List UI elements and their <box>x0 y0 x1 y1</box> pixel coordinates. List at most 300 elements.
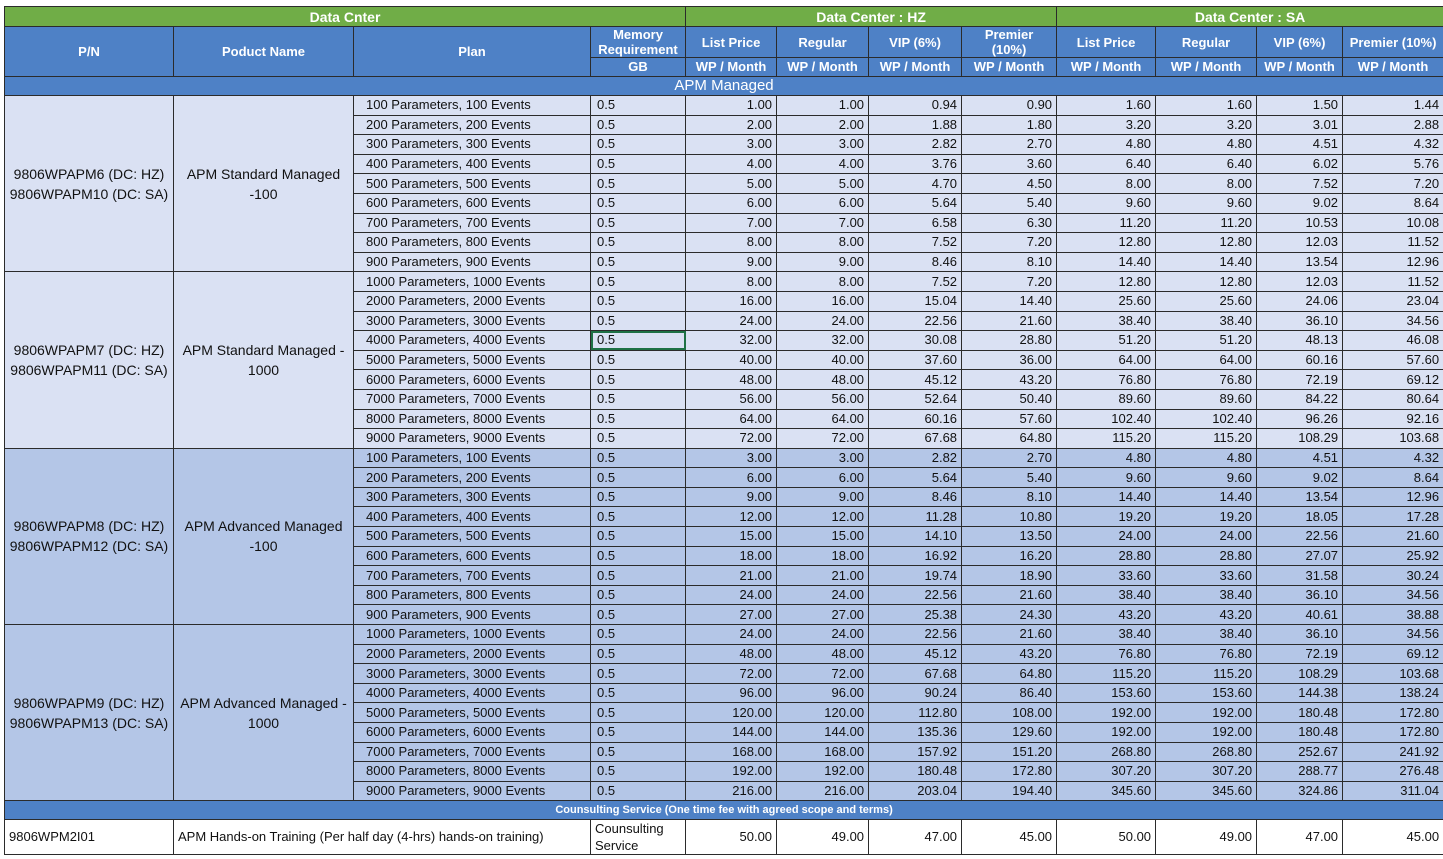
sa-price-cell[interactable]: 34.56 <box>1343 625 1443 645</box>
plan-header[interactable]: Plan <box>354 27 591 77</box>
sa-price-cell[interactable]: 12.80 <box>1057 233 1156 253</box>
memory-cell[interactable]: 0.5 <box>591 252 686 272</box>
hz-list-price-header[interactable]: List Price <box>686 27 777 58</box>
hz-price-cell[interactable]: 16.92 <box>869 546 962 566</box>
consulting-pn-cell[interactable]: 9806WPM2I01 <box>5 820 174 855</box>
sa-price-cell[interactable]: 11.52 <box>1343 233 1443 253</box>
consulting-title[interactable]: Counsulting Service (One time fee with agreed scope and terms) <box>5 801 1443 820</box>
sa-price-cell[interactable]: 12.03 <box>1257 272 1343 292</box>
sa-price-cell[interactable]: 7.52 <box>1257 174 1343 194</box>
hz-price-cell[interactable]: 18.00 <box>777 546 869 566</box>
memory-cell[interactable]: 0.5 <box>591 311 686 331</box>
sa-price-cell[interactable]: 103.68 <box>1343 429 1443 449</box>
hz-price-cell[interactable]: 9.00 <box>777 252 869 272</box>
hz-price-cell[interactable]: 96.00 <box>686 683 777 703</box>
plan-cell[interactable]: 500 Parameters, 500 Events <box>354 527 591 547</box>
hz-price-cell[interactable]: 5.00 <box>777 174 869 194</box>
hz-price-cell[interactable]: 40.00 <box>686 350 777 370</box>
memory-cell[interactable]: 0.5 <box>591 625 686 645</box>
plan-cell[interactable]: 500 Parameters, 500 Events <box>354 174 591 194</box>
plan-cell[interactable]: 4000 Parameters, 4000 Events <box>354 331 591 351</box>
sa-price-cell[interactable]: 24.00 <box>1057 527 1156 547</box>
sa-price-cell[interactable]: 8.64 <box>1343 468 1443 488</box>
hz-price-cell[interactable]: 36.00 <box>962 350 1057 370</box>
memory-cell[interactable]: 0.5 <box>591 605 686 625</box>
hz-price-cell[interactable]: 0.90 <box>962 96 1057 116</box>
hz-price-cell[interactable]: 7.20 <box>962 233 1057 253</box>
hz-price-cell[interactable]: 5.00 <box>686 174 777 194</box>
hz-price-cell[interactable]: 72.00 <box>686 664 777 684</box>
memory-cell[interactable]: 0.5 <box>591 566 686 586</box>
plan-cell[interactable]: 8000 Parameters, 8000 Events <box>354 762 591 782</box>
hz-price-cell[interactable]: 24.00 <box>777 585 869 605</box>
hz-price-cell[interactable]: 112.80 <box>869 703 962 723</box>
unit-header[interactable]: WP / Month <box>1257 58 1343 77</box>
product-name-cell[interactable]: APM Advanced Managed - 1000 <box>174 625 354 801</box>
hz-price-cell[interactable]: 6.00 <box>777 468 869 488</box>
part-number-cell[interactable]: 9806WPAPM7 (DC: HZ) 9806WPAPM11 (DC: SA) <box>5 272 174 448</box>
plan-cell[interactable]: 900 Parameters, 900 Events <box>354 252 591 272</box>
sa-price-cell[interactable]: 192.00 <box>1156 703 1257 723</box>
sa-price-cell[interactable]: 72.19 <box>1257 370 1343 390</box>
hz-price-cell[interactable]: 14.10 <box>869 527 962 547</box>
sa-price-cell[interactable]: 115.20 <box>1156 664 1257 684</box>
memory-cell[interactable]: 0.5 <box>591 742 686 762</box>
sa-price-cell[interactable]: 24.00 <box>1156 527 1257 547</box>
hz-price-cell[interactable]: 2.82 <box>869 135 962 155</box>
part-number-cell[interactable]: 9806WPAPM6 (DC: HZ) 9806WPAPM10 (DC: SA) <box>5 96 174 272</box>
memory-cell[interactable]: 0.5 <box>591 546 686 566</box>
hz-price-cell[interactable]: 32.00 <box>686 331 777 351</box>
hz-price-cell[interactable]: 216.00 <box>686 781 777 801</box>
sa-price-cell[interactable]: 14.40 <box>1057 252 1156 272</box>
sa-price-cell[interactable]: 276.48 <box>1343 762 1443 782</box>
hz-price-cell[interactable]: 8.00 <box>777 233 869 253</box>
sa-price-cell[interactable]: 1.50 <box>1257 96 1343 116</box>
hz-price-cell[interactable]: 8.00 <box>686 233 777 253</box>
hz-price-cell[interactable]: 27.00 <box>686 605 777 625</box>
sa-price-cell[interactable]: 38.40 <box>1057 585 1156 605</box>
hz-price-cell[interactable]: 6.00 <box>686 193 777 213</box>
consulting-sa-price-cell[interactable]: 49.00 <box>1156 820 1257 855</box>
sa-price-cell[interactable]: 43.20 <box>1057 605 1156 625</box>
hz-price-cell[interactable]: 24.00 <box>686 311 777 331</box>
hz-price-cell[interactable]: 16.00 <box>686 291 777 311</box>
sa-price-cell[interactable]: 28.80 <box>1057 546 1156 566</box>
sa-price-cell[interactable]: 9.02 <box>1257 193 1343 213</box>
consulting-sa-price-cell[interactable]: 47.00 <box>1257 820 1343 855</box>
sa-price-cell[interactable]: 115.20 <box>1156 429 1257 449</box>
hz-price-cell[interactable]: 32.00 <box>777 331 869 351</box>
hz-price-cell[interactable]: 64.80 <box>962 664 1057 684</box>
memory-header[interactable]: Memory Requirement <box>591 27 686 58</box>
sa-price-cell[interactable]: 76.80 <box>1156 370 1257 390</box>
plan-cell[interactable]: 4000 Parameters, 4000 Events <box>354 683 591 703</box>
sa-price-cell[interactable]: 180.48 <box>1257 703 1343 723</box>
sa-price-cell[interactable]: 6.02 <box>1257 154 1343 174</box>
hz-price-cell[interactable]: 168.00 <box>686 742 777 762</box>
plan-cell[interactable]: 100 Parameters, 100 Events <box>354 96 591 116</box>
sa-price-cell[interactable]: 46.08 <box>1343 331 1443 351</box>
hz-regular-header[interactable]: Regular <box>777 27 869 58</box>
sa-price-cell[interactable]: 19.20 <box>1156 507 1257 527</box>
sa-price-cell[interactable]: 40.61 <box>1257 605 1343 625</box>
sa-price-cell[interactable]: 268.80 <box>1156 742 1257 762</box>
hz-price-cell[interactable]: 28.80 <box>962 331 1057 351</box>
plan-cell[interactable]: 9000 Parameters, 9000 Events <box>354 781 591 801</box>
plan-cell[interactable]: 8000 Parameters, 8000 Events <box>354 409 591 429</box>
plan-cell[interactable]: 5000 Parameters, 5000 Events <box>354 703 591 723</box>
hz-price-cell[interactable]: 60.16 <box>869 409 962 429</box>
memory-cell[interactable]: 0.5 <box>591 370 686 390</box>
hz-price-cell[interactable]: 3.76 <box>869 154 962 174</box>
sa-price-cell[interactable]: 57.60 <box>1343 350 1443 370</box>
hz-price-cell[interactable]: 27.00 <box>777 605 869 625</box>
data-center-header[interactable]: Data Cnter <box>5 7 686 27</box>
plan-cell[interactable]: 5000 Parameters, 5000 Events <box>354 350 591 370</box>
sa-price-cell[interactable]: 64.00 <box>1156 350 1257 370</box>
sa-price-cell[interactable]: 48.13 <box>1257 331 1343 351</box>
sa-price-cell[interactable]: 9.02 <box>1257 468 1343 488</box>
memory-cell[interactable]: 0.5 <box>591 762 686 782</box>
sa-price-cell[interactable]: 103.68 <box>1343 664 1443 684</box>
sa-price-cell[interactable]: 3.20 <box>1057 115 1156 135</box>
plan-cell[interactable]: 300 Parameters, 300 Events <box>354 135 591 155</box>
sa-price-cell[interactable]: 192.00 <box>1057 703 1156 723</box>
sa-price-cell[interactable]: 89.60 <box>1156 389 1257 409</box>
hz-price-cell[interactable]: 9.00 <box>777 487 869 507</box>
sa-price-cell[interactable]: 10.53 <box>1257 213 1343 233</box>
sa-price-cell[interactable]: 38.40 <box>1057 625 1156 645</box>
sa-price-cell[interactable]: 96.26 <box>1257 409 1343 429</box>
hz-price-cell[interactable]: 7.00 <box>777 213 869 233</box>
hz-price-cell[interactable]: 72.00 <box>686 429 777 449</box>
memory-cell[interactable]: 0.5 <box>591 154 686 174</box>
sa-price-cell[interactable]: 5.76 <box>1343 154 1443 174</box>
sa-price-cell[interactable]: 69.12 <box>1343 644 1443 664</box>
hz-price-cell[interactable]: 168.00 <box>777 742 869 762</box>
hz-price-cell[interactable]: 22.56 <box>869 585 962 605</box>
hz-price-cell[interactable]: 57.60 <box>962 409 1057 429</box>
sa-price-cell[interactable]: 2.88 <box>1343 115 1443 135</box>
hz-price-cell[interactable]: 19.74 <box>869 566 962 586</box>
memory-cell[interactable]: 0.5 <box>591 487 686 507</box>
hz-price-cell[interactable]: 180.48 <box>869 762 962 782</box>
hz-price-cell[interactable]: 194.40 <box>962 781 1057 801</box>
sa-price-cell[interactable]: 7.20 <box>1343 174 1443 194</box>
hz-price-cell[interactable]: 22.56 <box>869 311 962 331</box>
hz-price-cell[interactable]: 24.00 <box>686 625 777 645</box>
hz-price-cell[interactable]: 8.10 <box>962 487 1057 507</box>
hz-price-cell[interactable]: 15.00 <box>777 527 869 547</box>
sa-price-cell[interactable]: 12.80 <box>1156 233 1257 253</box>
sa-price-cell[interactable]: 27.07 <box>1257 546 1343 566</box>
memory-unit-header[interactable]: GB <box>591 58 686 77</box>
plan-cell[interactable]: 200 Parameters, 200 Events <box>354 468 591 488</box>
dc-sa-header[interactable]: Data Center : SA <box>1057 7 1443 27</box>
hz-price-cell[interactable]: 6.00 <box>686 468 777 488</box>
plan-cell[interactable]: 2000 Parameters, 2000 Events <box>354 644 591 664</box>
sa-price-cell[interactable]: 1.44 <box>1343 96 1443 116</box>
sa-price-cell[interactable]: 102.40 <box>1156 409 1257 429</box>
hz-price-cell[interactable]: 144.00 <box>686 723 777 743</box>
hz-price-cell[interactable]: 50.40 <box>962 389 1057 409</box>
hz-price-cell[interactable]: 43.20 <box>962 644 1057 664</box>
memory-cell[interactable]: 0.5 <box>591 272 686 292</box>
hz-price-cell[interactable]: 45.12 <box>869 370 962 390</box>
sa-price-cell[interactable]: 36.10 <box>1257 311 1343 331</box>
hz-price-cell[interactable]: 86.40 <box>962 683 1057 703</box>
hz-price-cell[interactable]: 56.00 <box>777 389 869 409</box>
hz-price-cell[interactable]: 172.80 <box>962 762 1057 782</box>
hz-price-cell[interactable]: 40.00 <box>777 350 869 370</box>
hz-price-cell[interactable]: 67.68 <box>869 664 962 684</box>
part-number-cell[interactable]: 9806WPAPM8 (DC: HZ) 9806WPAPM12 (DC: SA) <box>5 448 174 624</box>
hz-price-cell[interactable]: 14.40 <box>962 291 1057 311</box>
sa-price-cell[interactable]: 28.80 <box>1156 546 1257 566</box>
sa-price-cell[interactable]: 4.32 <box>1343 135 1443 155</box>
sa-price-cell[interactable]: 18.05 <box>1257 507 1343 527</box>
hz-price-cell[interactable]: 8.00 <box>686 272 777 292</box>
hz-price-cell[interactable]: 45.12 <box>869 644 962 664</box>
sa-price-cell[interactable]: 6.40 <box>1057 154 1156 174</box>
plan-cell[interactable]: 800 Parameters, 800 Events <box>354 233 591 253</box>
hz-price-cell[interactable]: 15.04 <box>869 291 962 311</box>
sa-price-cell[interactable]: 9.60 <box>1156 193 1257 213</box>
hz-price-cell[interactable]: 25.38 <box>869 605 962 625</box>
sa-price-cell[interactable]: 25.60 <box>1057 291 1156 311</box>
sa-price-cell[interactable]: 153.60 <box>1156 683 1257 703</box>
plan-cell[interactable]: 700 Parameters, 700 Events <box>354 213 591 233</box>
unit-header[interactable]: WP / Month <box>1057 58 1156 77</box>
hz-price-cell[interactable]: 6.00 <box>777 193 869 213</box>
plan-cell[interactable]: 7000 Parameters, 7000 Events <box>354 389 591 409</box>
plan-cell[interactable]: 3000 Parameters, 3000 Events <box>354 664 591 684</box>
sa-price-cell[interactable]: 80.64 <box>1343 389 1443 409</box>
pn-header[interactable]: P/N <box>5 27 174 77</box>
sa-price-cell[interactable]: 76.80 <box>1057 370 1156 390</box>
memory-cell[interactable]: 0.5 <box>591 193 686 213</box>
plan-cell[interactable]: 1000 Parameters, 1000 Events <box>354 272 591 292</box>
sa-price-cell[interactable]: 8.00 <box>1156 174 1257 194</box>
memory-cell[interactable]: 0.5 <box>591 703 686 723</box>
sa-price-cell[interactable]: 9.60 <box>1156 468 1257 488</box>
sa-price-cell[interactable]: 51.20 <box>1156 331 1257 351</box>
sa-price-cell[interactable]: 10.08 <box>1343 213 1443 233</box>
memory-cell[interactable]: 0.5 <box>591 527 686 547</box>
sa-price-cell[interactable]: 11.20 <box>1057 213 1156 233</box>
hz-price-cell[interactable]: 56.00 <box>686 389 777 409</box>
hz-price-cell[interactable]: 1.88 <box>869 115 962 135</box>
hz-price-cell[interactable]: 4.00 <box>777 154 869 174</box>
plan-cell[interactable]: 1000 Parameters, 1000 Events <box>354 625 591 645</box>
sa-price-cell[interactable]: 33.60 <box>1057 566 1156 586</box>
hz-price-cell[interactable]: 21.60 <box>962 311 1057 331</box>
hz-price-cell[interactable]: 21.00 <box>777 566 869 586</box>
product-name-cell[interactable]: APM Advanced Managed -100 <box>174 448 354 624</box>
sa-price-cell[interactable]: 38.40 <box>1156 585 1257 605</box>
hz-price-cell[interactable]: 12.00 <box>686 507 777 527</box>
unit-header[interactable]: WP / Month <box>1156 58 1257 77</box>
hz-price-cell[interactable]: 203.04 <box>869 781 962 801</box>
hz-price-cell[interactable]: 5.40 <box>962 193 1057 213</box>
memory-cell[interactable]: 0.5 <box>591 507 686 527</box>
hz-price-cell[interactable]: 4.70 <box>869 174 962 194</box>
sa-price-cell[interactable]: 172.80 <box>1343 703 1443 723</box>
section-title[interactable]: APM Managed <box>5 77 1443 96</box>
sa-price-cell[interactable]: 268.80 <box>1057 742 1156 762</box>
plan-cell[interactable]: 400 Parameters, 400 Events <box>354 507 591 527</box>
sa-price-cell[interactable]: 14.40 <box>1057 487 1156 507</box>
hz-price-cell[interactable]: 64.80 <box>962 429 1057 449</box>
memory-cell[interactable]: 0.5 <box>591 781 686 801</box>
hz-vip-header[interactable]: VIP (6%) <box>869 27 962 58</box>
hz-price-cell[interactable]: 22.56 <box>869 625 962 645</box>
dc-hz-header[interactable]: Data Center : HZ <box>686 7 1057 27</box>
hz-price-cell[interactable]: 10.80 <box>962 507 1057 527</box>
hz-price-cell[interactable]: 3.60 <box>962 154 1057 174</box>
plan-cell[interactable]: 300 Parameters, 300 Events <box>354 487 591 507</box>
sa-price-cell[interactable]: 36.10 <box>1257 625 1343 645</box>
hz-price-cell[interactable]: 3.00 <box>686 135 777 155</box>
memory-cell[interactable]: 0.5 <box>591 664 686 684</box>
sa-vip-header[interactable]: VIP (6%) <box>1257 27 1343 58</box>
sa-premier-header[interactable]: Premier (10%) <box>1343 27 1443 58</box>
unit-header[interactable]: WP / Month <box>777 58 869 77</box>
sa-price-cell[interactable]: 64.00 <box>1057 350 1156 370</box>
sa-price-cell[interactable]: 115.20 <box>1057 664 1156 684</box>
sa-price-cell[interactable]: 17.28 <box>1343 507 1443 527</box>
memory-cell[interactable]: 0.5 <box>591 389 686 409</box>
plan-cell[interactable]: 100 Parameters, 100 Events <box>354 448 591 468</box>
plan-cell[interactable]: 700 Parameters, 700 Events <box>354 566 591 586</box>
sa-price-cell[interactable]: 19.20 <box>1057 507 1156 527</box>
hz-price-cell[interactable]: 192.00 <box>777 762 869 782</box>
sa-price-cell[interactable]: 1.60 <box>1156 96 1257 116</box>
hz-price-cell[interactable]: 52.64 <box>869 389 962 409</box>
hz-price-cell[interactable]: 9.00 <box>686 252 777 272</box>
sa-price-cell[interactable]: 38.88 <box>1343 605 1443 625</box>
sa-price-cell[interactable]: 144.38 <box>1257 683 1343 703</box>
sa-price-cell[interactable]: 89.60 <box>1057 389 1156 409</box>
sa-price-cell[interactable]: 172.80 <box>1343 723 1443 743</box>
consulting-sa-price-cell[interactable]: 50.00 <box>1057 820 1156 855</box>
hz-price-cell[interactable]: 21.00 <box>686 566 777 586</box>
unit-header[interactable]: WP / Month <box>962 58 1057 77</box>
product-name-cell[interactable]: APM Standard Managed - 1000 <box>174 272 354 448</box>
hz-price-cell[interactable]: 18.90 <box>962 566 1057 586</box>
hz-price-cell[interactable]: 3.00 <box>777 448 869 468</box>
sa-price-cell[interactable]: 8.00 <box>1057 174 1156 194</box>
sa-price-cell[interactable]: 11.52 <box>1343 272 1443 292</box>
sa-price-cell[interactable]: 69.12 <box>1343 370 1443 390</box>
hz-price-cell[interactable]: 1.00 <box>686 96 777 116</box>
sa-price-cell[interactable]: 25.60 <box>1156 291 1257 311</box>
hz-price-cell[interactable]: 48.00 <box>777 644 869 664</box>
hz-price-cell[interactable]: 64.00 <box>686 409 777 429</box>
hz-price-cell[interactable]: 24.30 <box>962 605 1057 625</box>
hz-price-cell[interactable]: 8.10 <box>962 252 1057 272</box>
sa-price-cell[interactable]: 13.54 <box>1257 252 1343 272</box>
product-name-cell[interactable]: APM Standard Managed -100 <box>174 96 354 272</box>
consulting-hz-price-cell[interactable]: 47.00 <box>869 820 962 855</box>
hz-price-cell[interactable]: 24.00 <box>686 585 777 605</box>
plan-cell[interactable]: 600 Parameters, 600 Events <box>354 546 591 566</box>
plan-cell[interactable]: 9000 Parameters, 9000 Events <box>354 429 591 449</box>
memory-cell[interactable]: 0.5 <box>591 331 686 351</box>
sa-price-cell[interactable]: 115.20 <box>1057 429 1156 449</box>
hz-premier-header[interactable]: Premier (10%) <box>962 27 1057 58</box>
sa-price-cell[interactable]: 51.20 <box>1057 331 1156 351</box>
unit-header[interactable]: WP / Month <box>869 58 962 77</box>
sa-price-cell[interactable]: 22.56 <box>1257 527 1343 547</box>
hz-price-cell[interactable]: 135.36 <box>869 723 962 743</box>
sa-price-cell[interactable]: 153.60 <box>1057 683 1156 703</box>
hz-price-cell[interactable]: 7.52 <box>869 233 962 253</box>
sa-price-cell[interactable]: 72.19 <box>1257 644 1343 664</box>
unit-header[interactable]: WP / Month <box>686 58 777 77</box>
hz-price-cell[interactable]: 21.60 <box>962 585 1057 605</box>
hz-price-cell[interactable]: 2.82 <box>869 448 962 468</box>
hz-price-cell[interactable]: 43.20 <box>962 370 1057 390</box>
sa-price-cell[interactable]: 34.56 <box>1343 311 1443 331</box>
memory-cell[interactable]: 0.5 <box>591 213 686 233</box>
sa-price-cell[interactable]: 192.00 <box>1057 723 1156 743</box>
product-name-header[interactable]: Poduct Name <box>174 27 354 77</box>
hz-price-cell[interactable]: 157.92 <box>869 742 962 762</box>
sa-price-cell[interactable]: 34.56 <box>1343 585 1443 605</box>
sa-price-cell[interactable]: 43.20 <box>1156 605 1257 625</box>
plan-cell[interactable]: 3000 Parameters, 3000 Events <box>354 311 591 331</box>
hz-price-cell[interactable]: 4.50 <box>962 174 1057 194</box>
hz-price-cell[interactable]: 30.08 <box>869 331 962 351</box>
hz-price-cell[interactable]: 16.00 <box>777 291 869 311</box>
sa-price-cell[interactable]: 23.04 <box>1343 291 1443 311</box>
sa-price-cell[interactable]: 9.60 <box>1057 468 1156 488</box>
hz-price-cell[interactable]: 18.00 <box>686 546 777 566</box>
plan-cell[interactable]: 400 Parameters, 400 Events <box>354 154 591 174</box>
hz-price-cell[interactable]: 144.00 <box>777 723 869 743</box>
hz-price-cell[interactable]: 8.46 <box>869 252 962 272</box>
hz-price-cell[interactable]: 2.70 <box>962 135 1057 155</box>
hz-price-cell[interactable]: 2.00 <box>777 115 869 135</box>
hz-price-cell[interactable]: 48.00 <box>686 370 777 390</box>
hz-price-cell[interactable]: 7.20 <box>962 272 1057 292</box>
hz-price-cell[interactable]: 4.00 <box>686 154 777 174</box>
plan-cell[interactable]: 7000 Parameters, 7000 Events <box>354 742 591 762</box>
sa-price-cell[interactable]: 24.06 <box>1257 291 1343 311</box>
plan-cell[interactable]: 900 Parameters, 900 Events <box>354 605 591 625</box>
memory-cell[interactable]: 0.5 <box>591 429 686 449</box>
sa-price-cell[interactable]: 4.51 <box>1257 448 1343 468</box>
sa-price-cell[interactable]: 38.40 <box>1057 311 1156 331</box>
sa-price-cell[interactable]: 108.29 <box>1257 429 1343 449</box>
hz-price-cell[interactable]: 120.00 <box>777 703 869 723</box>
consulting-hz-price-cell[interactable]: 50.00 <box>686 820 777 855</box>
sa-price-cell[interactable]: 4.80 <box>1057 135 1156 155</box>
sa-price-cell[interactable]: 21.60 <box>1343 527 1443 547</box>
hz-price-cell[interactable]: 16.20 <box>962 546 1057 566</box>
sa-price-cell[interactable]: 102.40 <box>1057 409 1156 429</box>
sa-price-cell[interactable]: 345.60 <box>1156 781 1257 801</box>
memory-cell[interactable]: 0.5 <box>591 96 686 116</box>
memory-cell[interactable]: 0.5 <box>591 174 686 194</box>
hz-price-cell[interactable]: 6.30 <box>962 213 1057 233</box>
memory-cell[interactable]: 0.5 <box>591 350 686 370</box>
consulting-sa-price-cell[interactable]: 45.00 <box>1343 820 1443 855</box>
hz-price-cell[interactable]: 108.00 <box>962 703 1057 723</box>
sa-price-cell[interactable]: 33.60 <box>1156 566 1257 586</box>
